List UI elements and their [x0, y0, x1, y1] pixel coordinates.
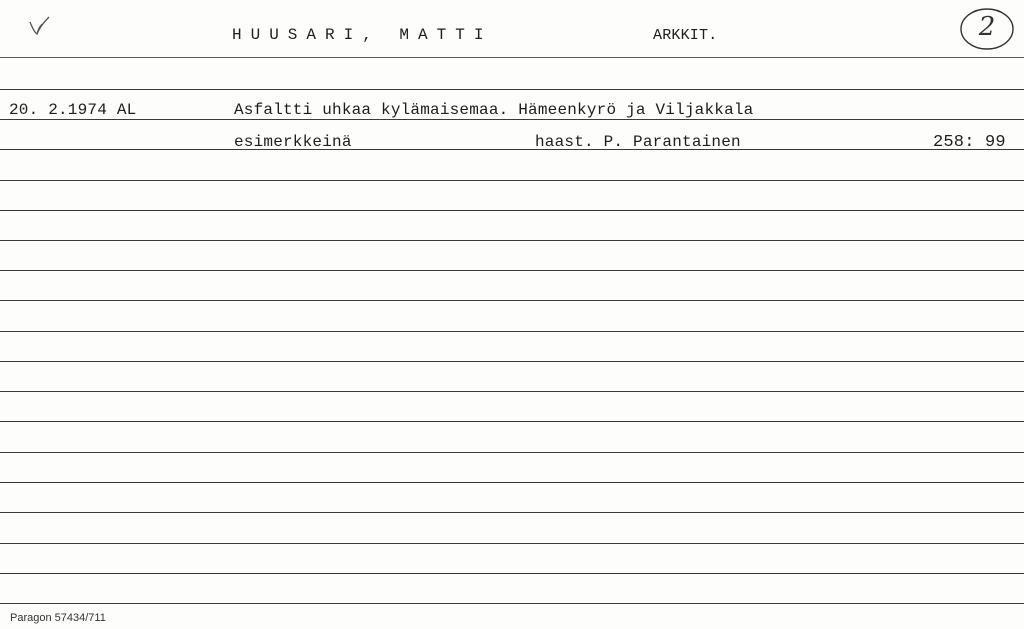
ruled-line	[0, 89, 1024, 90]
ruled-line	[0, 482, 1024, 483]
occupation: ARKKIT.	[653, 27, 718, 44]
printer-mark: Paragon 57434/711	[10, 612, 106, 624]
ruled-line	[0, 573, 1024, 574]
ruled-line	[0, 210, 1024, 211]
ruled-line	[0, 512, 1024, 513]
ruled-line	[0, 180, 1024, 181]
ruled-line	[0, 603, 1024, 604]
card-number: 2	[978, 12, 996, 42]
entry-interviewer: haast. P. Parantainen	[535, 133, 741, 151]
person-name: HUUSARI, MATTI	[232, 26, 493, 44]
ruled-line	[0, 421, 1024, 422]
entry-title-line1: Asfaltti uhkaa kylämaisemaa. Hämeenkyrö ja Viljakkala	[234, 101, 754, 119]
ruled-line	[0, 543, 1024, 544]
ruled-line	[0, 270, 1024, 271]
check-mark-icon	[28, 14, 52, 38]
entry-date: 20. 2.1974 AL	[9, 101, 137, 119]
ruled-line	[0, 149, 1024, 150]
ruled-line	[0, 119, 1024, 120]
ruled-line	[0, 331, 1024, 332]
card-number-badge	[958, 6, 1016, 52]
ruled-line	[0, 361, 1024, 362]
ruled-line	[0, 452, 1024, 453]
ruled-line	[0, 240, 1024, 241]
header-rule	[0, 57, 1024, 58]
ruled-line	[0, 391, 1024, 392]
entry-reference: 258: 99	[933, 133, 1006, 152]
entry-title-line2: esimerkkeinä	[234, 133, 352, 151]
ruled-line	[0, 300, 1024, 301]
